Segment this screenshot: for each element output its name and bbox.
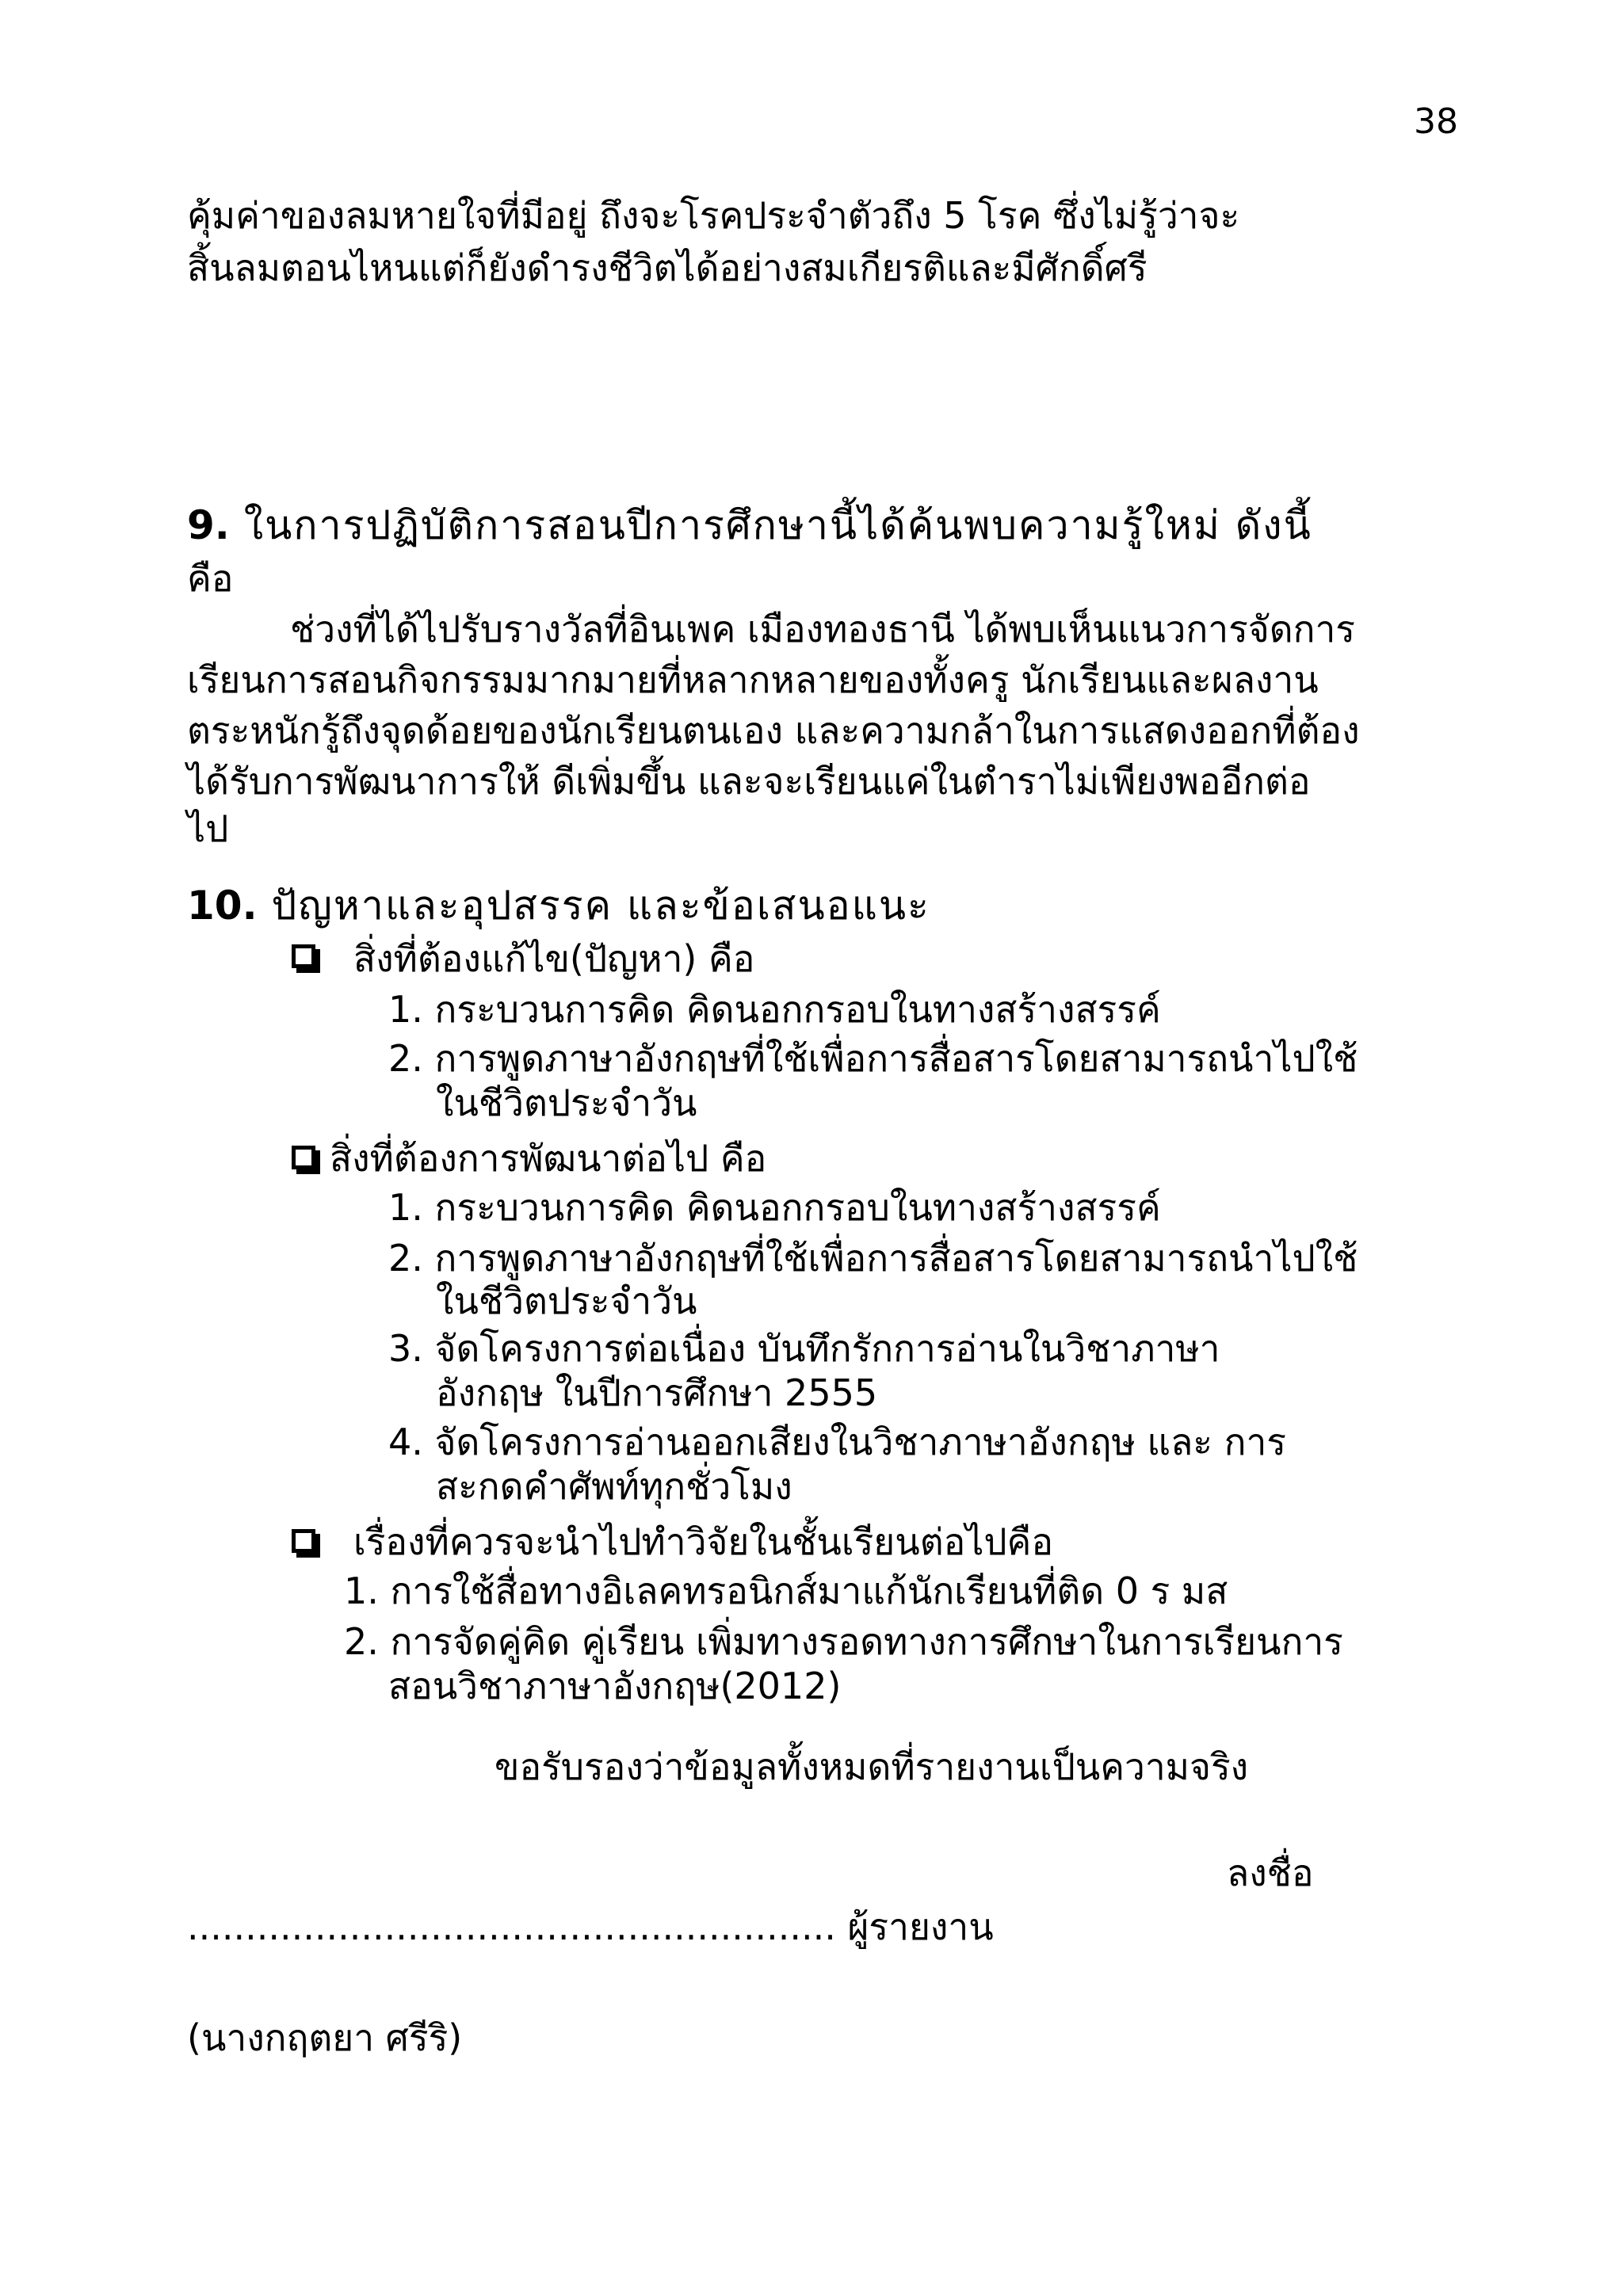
group-3-item-1: 1. การใช้สื่อทางอิเลคทรอนิกส์มาแก้นักเรียนที่ติด 0 ร มส: [344, 1569, 1228, 1612]
certification-statement: ขอรับรองว่าข้อมูลทั้งหมดที่รายงานเป็นความจริง: [495, 1745, 1249, 1788]
section-9-para-line-2: เรียนการสอนกิจกรรมมากมายที่หลากหลายของทั้งครู นักเรียนและผลงาน: [187, 658, 1319, 701]
section-9-para-line-4: ได้รับการพัฒนาการให้ ดีเพิ่มขึ้น และจะเรียนแค่ในตำราไม่เพียงพออีกต่อ: [187, 760, 1311, 803]
intro-line-2: สิ้นลมตอนไหนแต่ก็ยังดำรงชีวิตได้อย่างสมเกียรติและมีศักดิ์ศรี: [187, 246, 1148, 289]
section-9-heading: [187, 501, 1312, 550]
group-2-item-3-cont: อังกฤษ ในปีการศึกษา 2555: [436, 1371, 878, 1414]
reporter-name: (นางกฤตยา ศรีริ): [187, 2016, 463, 2059]
group-2-label: สิ่งที่ต้องการพัฒนาต่อไป คือ: [330, 1137, 767, 1180]
section-9-para-line-1: ช่วงที่ได้ไปรับรางวัลที่อินเพค เมืองทองธานี ได้พบเห็นแนวการจัดการ: [290, 608, 1355, 650]
group-2-item-3: 3. จัดโครงการต่อเนื่อง บันทึกรักการอ่านในวิชาภาษา: [388, 1327, 1220, 1370]
page-number: 38: [1414, 101, 1458, 142]
section-9-number: 9.: [187, 502, 230, 548]
section-9-para-line-3: ตระหนักรู้ถึงจุดด้อยของนักเรียนตนเอง และความกล้าในการแสดงออกที่ต้อง: [187, 709, 1360, 752]
group-1-item-2: 2. การพูดภาษาอังกฤษที่ใช้เพื่อการสื่อสารโดยสามารถนำไปใช้: [388, 1037, 1358, 1080]
intro-line-1: คุ้มค่าของลมหายใจที่มีอยู่ ถึงจะโรคประจำตัวถึง 5 โรค ซึ่งไม่รู้ว่าจะ: [187, 194, 1240, 237]
signature-line: [187, 1903, 994, 1951]
group-3-label: เรื่องที่ควรจะนำไปทำวิจัยในชั้นเรียนต่อไปคือ: [353, 1520, 1053, 1563]
section-10-heading: [187, 881, 930, 930]
group-3-item-2: 2. การจัดคู่คิด คู่เรียน เพิ่มทางรอดทางการศึกษาในการเรียนการ: [344, 1620, 1343, 1663]
group-2-item-2: 2. การพูดภาษาอังกฤษที่ใช้เพื่อการสื่อสารโดยสามารถนำไปใช้: [388, 1237, 1358, 1280]
group-2-item-1: 1. กระบวนการคิด คิดนอกกรอบในทางสร้างสรรค์: [388, 1186, 1161, 1229]
checkbox-icon: [292, 1529, 315, 1553]
checkbox-icon: [292, 944, 315, 968]
section-9-title-cont: คือ: [187, 557, 234, 600]
group-1-item-1: 1. กระบวนการคิด คิดนอกกรอบในทางสร้างสรรค์: [388, 988, 1161, 1031]
section-9-title: ในการปฏิบัติการสอนปีการศึกษานี้ได้ค้นพบความรู้ใหม่ ดังนี้: [229, 502, 1312, 548]
section-9-para-line-5: ไป: [187, 807, 229, 850]
group-2-item-2-cont: ในชีวิตประจำวัน: [436, 1280, 697, 1322]
group-2-item-4-cont: สะกดคำศัพท์ทุกชั่วโมง: [436, 1465, 792, 1508]
signature-label: ลงชื่อ: [1227, 1852, 1314, 1894]
group-2-item-4: 4. จัดโครงการอ่านออกเสียงในวิชาภาษาอังกฤษ และ การ: [388, 1421, 1286, 1463]
checkbox-icon: [292, 1146, 315, 1169]
section-10-number: 10.: [187, 883, 258, 929]
group-1-item-2-cont: ในชีวิตประจำวัน: [436, 1081, 697, 1124]
section-10-title: ปัญหาและอุปสรรค และข้อเสนอแนะ: [257, 883, 930, 929]
group-1-label: สิ่งที่ต้องแก้ไข(ปัญหา) คือ: [353, 937, 755, 980]
signature-dots: ........................................................: [187, 1905, 836, 1948]
reporter-role: ผู้รายงาน: [835, 1905, 994, 1948]
group-3-item-2-cont: สอนวิชาภาษาอังกฤษ(2012): [388, 1665, 842, 1707]
